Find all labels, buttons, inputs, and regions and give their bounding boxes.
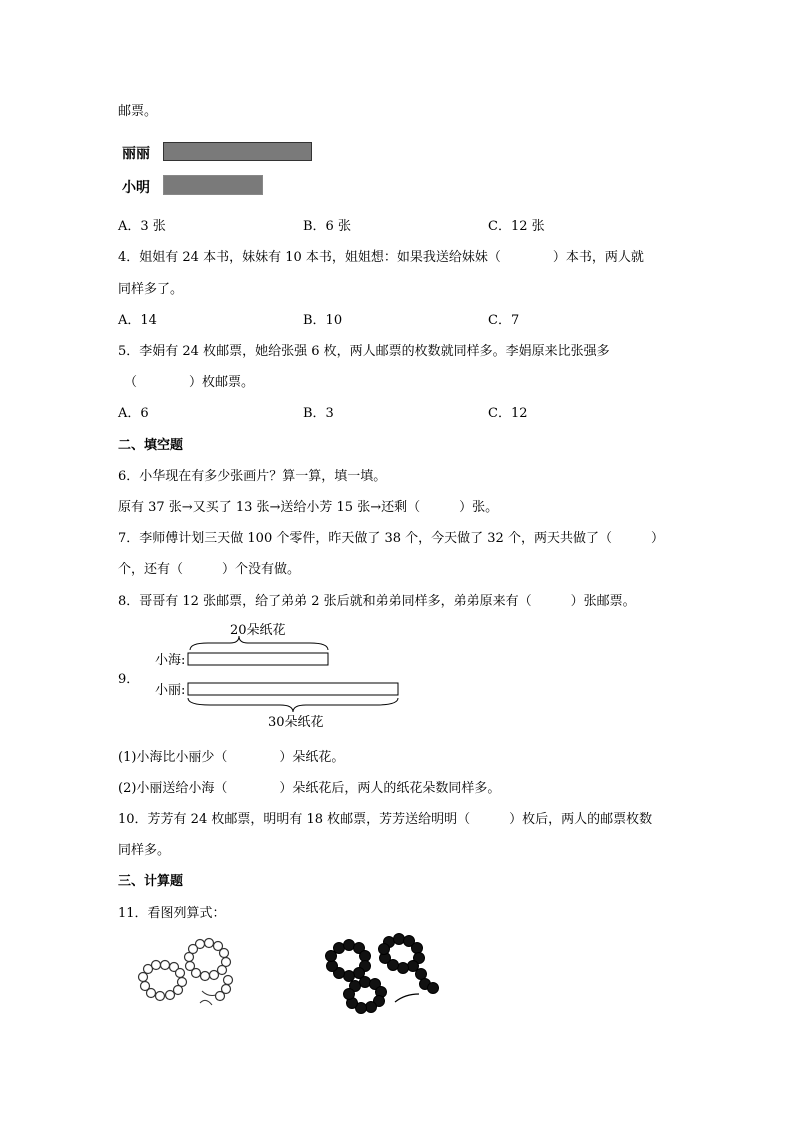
q10-stem-line1: 10．芳芳有 24 枚邮票，明明有 18 枚邮票，芳芳送给明明（ ）枚后，两人的邮票枚数 bbox=[118, 812, 653, 827]
q4-stem-line2: 同样多了。 bbox=[118, 282, 184, 297]
q4-stem-line1: 4．姐姐有 24 本书，妹妹有 10 本书，姐姐想：如果我送给妹妹（ ）本书，两人就 bbox=[118, 250, 644, 265]
q3-tail-text: 邮票。 bbox=[118, 104, 158, 119]
q3-option-c: C．12 张 bbox=[488, 219, 545, 234]
q8-stem-line1: 8．哥哥有 12 张邮票，给了弟弟 2 张后就和弟弟同样多，弟弟原来有（ ）张邮票。 bbox=[118, 594, 636, 609]
q9-name-a: 小海: bbox=[155, 653, 186, 668]
q6-stem-line2: 原有 37 张→又买了 13 张→送给小芳 15 张→还剩（ ）张。 bbox=[118, 500, 499, 515]
q3-option-b: B．6 张 bbox=[303, 219, 351, 234]
q5-option-a: A．6 bbox=[118, 406, 149, 421]
section-calculation-heading: 三、计算题 bbox=[118, 874, 184, 889]
q9-segment-a bbox=[188, 653, 328, 665]
q9-segment-diagram bbox=[150, 618, 410, 733]
q9-top-label: 20朵纸花 bbox=[230, 623, 286, 638]
q3-bar-b bbox=[163, 175, 263, 195]
q9-segment-b bbox=[188, 683, 398, 695]
q9-name-b: 小丽: bbox=[155, 683, 186, 698]
q9-number: 9． bbox=[118, 672, 140, 687]
q5-stem-line1: 5．李娟有 24 枚邮票，她给张强 6 枚，两人邮票的枚数就同样多。李娟原来比张强多 bbox=[118, 344, 610, 359]
q5-stem-line2: （ ）枚邮票。 bbox=[124, 375, 255, 390]
q4-option-b: B．10 bbox=[303, 313, 343, 328]
q10-stem-line2: 同样多。 bbox=[118, 843, 171, 858]
q11-black-bead-flowers bbox=[315, 930, 445, 1015]
q3-bar-label-a: 丽丽 bbox=[122, 146, 150, 162]
q5-option-b: B．3 bbox=[303, 406, 334, 421]
q9-bottom-label: 30朵纸花 bbox=[268, 715, 324, 730]
q9-top-brace bbox=[190, 636, 328, 650]
q11-white-bead-flowers bbox=[130, 935, 260, 1015]
q9-sub1: (1)小海比小丽少（ ）朵纸花。 bbox=[118, 750, 345, 765]
section-fill-in-heading: 二、填空题 bbox=[118, 438, 184, 453]
q6-stem-line1: 6．小华现在有多少张画片？算一算，填一填。 bbox=[118, 469, 387, 484]
q11-stem-line1: 11．看图列算式： bbox=[118, 906, 226, 921]
q3-bar-label-b: 小明 bbox=[122, 180, 150, 196]
q7-stem-line1: 7．李师傅计划三天做 100 个零件，昨天做了 38 个，今天做了 32 个，两天共做了（ ） bbox=[118, 531, 664, 546]
q9-sub2: (2)小丽送给小海（ ）朵纸花后，两人的纸花朵数同样多。 bbox=[118, 781, 501, 796]
q5-option-c: C．12 bbox=[488, 406, 528, 421]
q3-bar-a bbox=[163, 142, 312, 161]
q7-stem-line2: 个，还有（ ）个没有做。 bbox=[118, 562, 301, 577]
q3-option-a: A．3 张 bbox=[118, 219, 166, 234]
q9-bottom-brace bbox=[188, 698, 398, 712]
q4-option-a: A．14 bbox=[118, 313, 157, 328]
q4-option-c: C．7 bbox=[488, 313, 520, 328]
